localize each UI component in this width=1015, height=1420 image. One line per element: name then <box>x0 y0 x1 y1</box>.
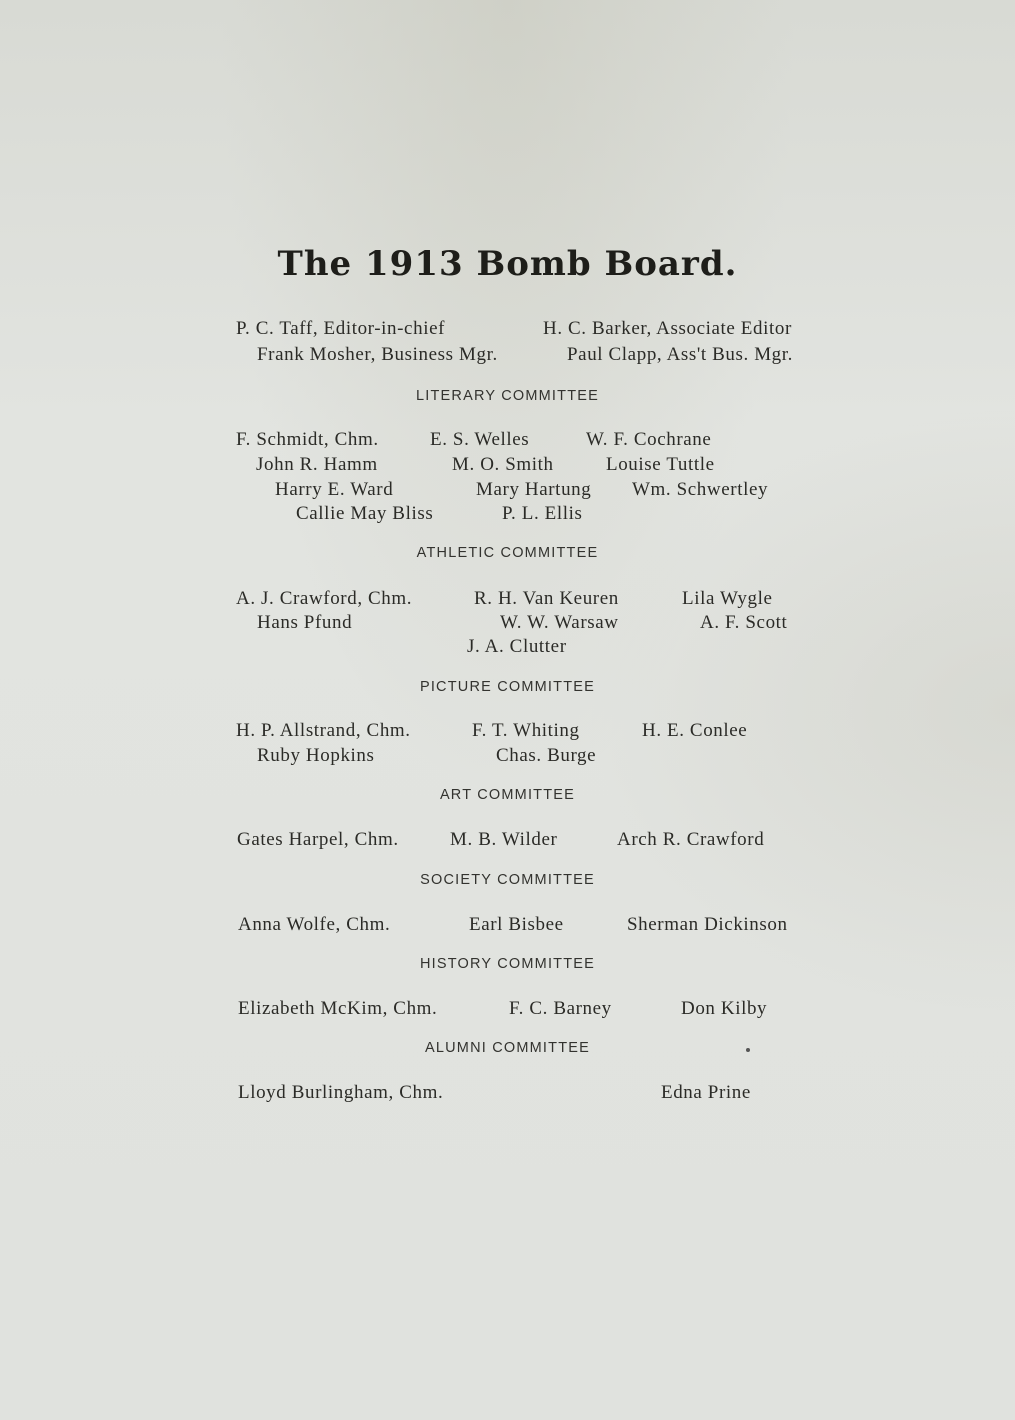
history-committee-heading: HISTORY COMMITTEE <box>419 956 596 972</box>
art-committee-heading: ART COMMITTEE <box>439 787 576 803</box>
literary-member: Harry E. Ward <box>275 479 394 500</box>
literary-member: E. S. Welles <box>430 429 530 450</box>
society-member: Earl Bisbee <box>469 914 564 935</box>
picture-member: H. E. Conlee <box>642 720 748 741</box>
literary-member: W. F. Cochrane <box>586 429 712 450</box>
literary-member: Louise Tuttle <box>606 454 715 475</box>
athletic-committee-heading: ATHLETIC COMMITTEE <box>416 545 599 561</box>
history-member: Don Kilby <box>681 998 768 1019</box>
literary-member: Callie May Bliss <box>296 503 434 524</box>
athletic-member: R. H. Van Keuren <box>474 588 619 609</box>
ink-speck <box>746 1048 750 1052</box>
society-member: Sherman Dickinson <box>627 914 788 935</box>
athletic-member: W. W. Warsaw <box>500 612 619 633</box>
athletic-member: Lila Wygle <box>682 588 773 609</box>
literary-member: P. L. Ellis <box>502 503 583 524</box>
history-member: Elizabeth McKim, Chm. <box>238 998 438 1019</box>
alumni-member: Edna Prine <box>661 1082 751 1103</box>
literary-member: Mary Hartung <box>476 479 592 500</box>
picture-member: H. P. Allstrand, Chm. <box>236 720 411 741</box>
picture-member: F. T. Whiting <box>472 720 580 741</box>
athletic-member: A. F. Scott <box>700 612 788 633</box>
art-member: Arch R. Crawford <box>617 829 765 850</box>
picture-committee-heading: PICTURE COMMITTEE <box>419 679 596 695</box>
society-member: Anna Wolfe, Chm. <box>238 914 391 935</box>
literary-member: John R. Hamm <box>256 454 378 475</box>
art-member: M. B. Wilder <box>450 829 558 850</box>
officer-assistant-business-manager: Paul Clapp, Ass't Bus. Mgr. <box>567 344 794 365</box>
society-committee-heading: SOCIETY COMMITTEE <box>420 872 595 888</box>
athletic-member: A. J. Crawford, Chm. <box>236 588 413 609</box>
page-title: The 1913 Bomb Board. <box>277 244 738 284</box>
literary-committee-heading: LITERARY COMMITTEE <box>415 388 599 404</box>
officer-associate-editor: H. C. Barker, Associate Editor <box>543 318 792 339</box>
alumni-committee-heading: ALUMNI COMMITTEE <box>424 1040 590 1056</box>
athletic-member: J. A. Clutter <box>467 636 567 657</box>
literary-member: M. O. Smith <box>452 454 554 475</box>
literary-member: Wm. Schwertley <box>632 479 769 500</box>
literary-member: F. Schmidt, Chm. <box>236 429 379 450</box>
art-member: Gates Harpel, Chm. <box>237 829 399 850</box>
history-member: F. C. Barney <box>509 998 612 1019</box>
officer-business-manager: Frank Mosher, Business Mgr. <box>257 344 498 365</box>
alumni-member: Lloyd Burlingham, Chm. <box>238 1082 444 1103</box>
picture-member: Chas. Burge <box>496 745 597 766</box>
athletic-member: Hans Pfund <box>257 612 353 633</box>
picture-member: Ruby Hopkins <box>257 745 375 766</box>
officer-editor-in-chief: P. C. Taff, Editor-in-chief <box>236 318 446 339</box>
